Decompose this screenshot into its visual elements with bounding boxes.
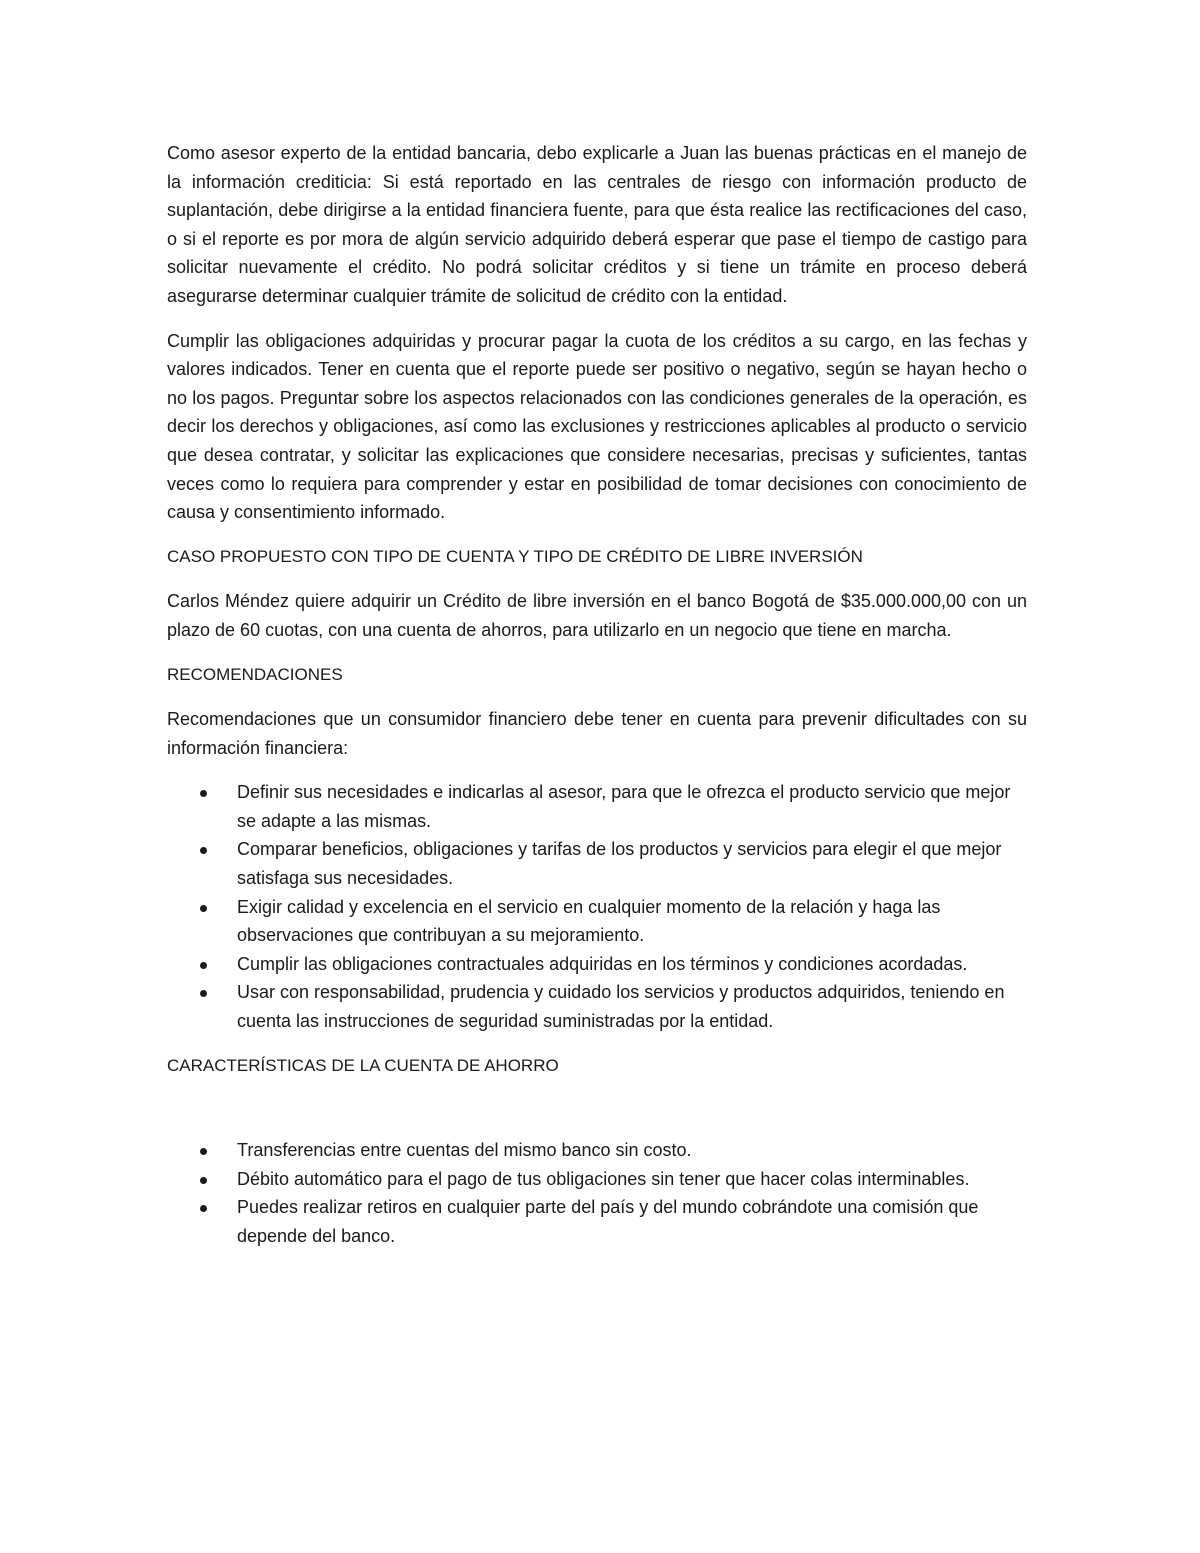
- list-item: [167, 1136, 1027, 1165]
- list-item: [167, 893, 1027, 950]
- case-heading: CASO PROPUESTO CON TIPO DE CUENTA Y TIPO DE CRÉDITO DE LIBRE INVERSIÓN: [167, 546, 863, 566]
- case-paragraph: Carlos Méndez quiere adquirir un Crédito de libre inversión en el banco Bogotá de $35.000.000,00 con un plazo de 60 cuotas, con una cuenta de ahorros, para utilizarlo en un negocio que tiene en marcha.: [167, 591, 1027, 640]
- recommendations-intro: Recomendaciones que un consumidor financiero debe tener en cuenta para prevenir dificultades con su información financiera:: [167, 709, 1027, 758]
- bullet-icon: [200, 905, 207, 912]
- bullet-icon: [200, 990, 207, 997]
- bullet-icon: [200, 962, 207, 969]
- list-item-text: Usar con responsabilidad, prudencia y cuidado los servicios y productos adquiridos, teniendo en cuenta las instrucciones de seguridad suministradas por la entidad.: [237, 982, 1005, 1032]
- list-item: [167, 1193, 1027, 1250]
- list-item: [167, 978, 1027, 1035]
- bullet-icon: [200, 1205, 207, 1212]
- spacer: [167, 1096, 1027, 1136]
- list-item-text: Cumplir las obligaciones contractuales adquiridas en los términos y condiciones acordadas.: [237, 953, 968, 974]
- bullet-icon: [200, 790, 207, 797]
- obligations-paragraph: Cumplir las obligaciones adquiridas y procurar pagar la cuota de los créditos a su cargo, en las fechas y valores indicados. Tener en cuenta que el reporte puede ser positivo o negativo, según se hayan hecho o no los pagos. Preguntar sobre los aspectos relacionados con las condiciones generales de la operación, es decir los derechos y obligaciones, así como las exclusiones y restricciones aplicables al producto o servicio que desea contratar, y solicitar las explicaciones que considere necesarias, precisas y suficientes, tantas veces como lo requiera para comprender y estar en posibilidad de tomar decisiones con conocimiento de causa y consentimiento informado.: [167, 330, 1027, 523]
- savings-features-list: [167, 1136, 1027, 1250]
- list-item-text: Comparar beneficios, obligaciones y tarifas de los productos y servicios para elegir el que mejor satisfaga sus necesidades.: [237, 839, 1002, 889]
- list-item: [167, 778, 1027, 835]
- list-item-text: Definir sus necesidades e indicarlas al asesor, para que le ofrezca el producto servicio que mejor se adapte a las mismas.: [237, 782, 1011, 831]
- list-item: [167, 950, 1027, 979]
- recommendations-list: [167, 778, 1027, 1035]
- list-item-text: Débito automático para el pago de tus obligaciones sin tener que hacer colas interminables.: [237, 1168, 970, 1189]
- list-item: [167, 1165, 1027, 1194]
- bullet-icon: [200, 847, 207, 854]
- list-item: [167, 835, 1027, 892]
- list-item-text: Transferencias entre cuentas del mismo banco sin costo.: [237, 1140, 692, 1161]
- bullet-icon: [200, 1148, 207, 1155]
- list-item-text: Exigir calidad y excelencia en el servicio en cualquier momento de la relación y haga las observaciones que contribuyan a su mejoramiento.: [237, 896, 941, 946]
- list-item-text: Puedes realizar retiros en cualquier parte del país y del mundo cobrándote una comisión que depende del banco.: [237, 1197, 979, 1246]
- bullet-icon: [200, 1177, 207, 1184]
- intro-paragraph: Como asesor experto de la entidad bancaria, debo explicarle a Juan las buenas prácticas en el manejo de la información crediticia: Si está reportado en las centrales de riesgo con información producto de suplantación, debe dirigirse a la entidad financiera fuente, para que ésta realice las rectificaciones del caso, o si el reporte es por mora de algún servicio adquirido deberá esperar que pase el tiempo de castigo para solicitar nuevamente el crédito. No podrá solicitar créditos y si tiene un trámite en proceso deberá asegurarse determinar cualquier trámite de solicitud de crédito con la entidad.: [167, 143, 1027, 306]
- document-page: [167, 139, 1027, 1267]
- recommendations-heading: RECOMENDACIONES: [167, 664, 343, 684]
- savings-heading: CARACTERÍSTICAS DE LA CUENTA DE AHORRO: [167, 1055, 559, 1075]
